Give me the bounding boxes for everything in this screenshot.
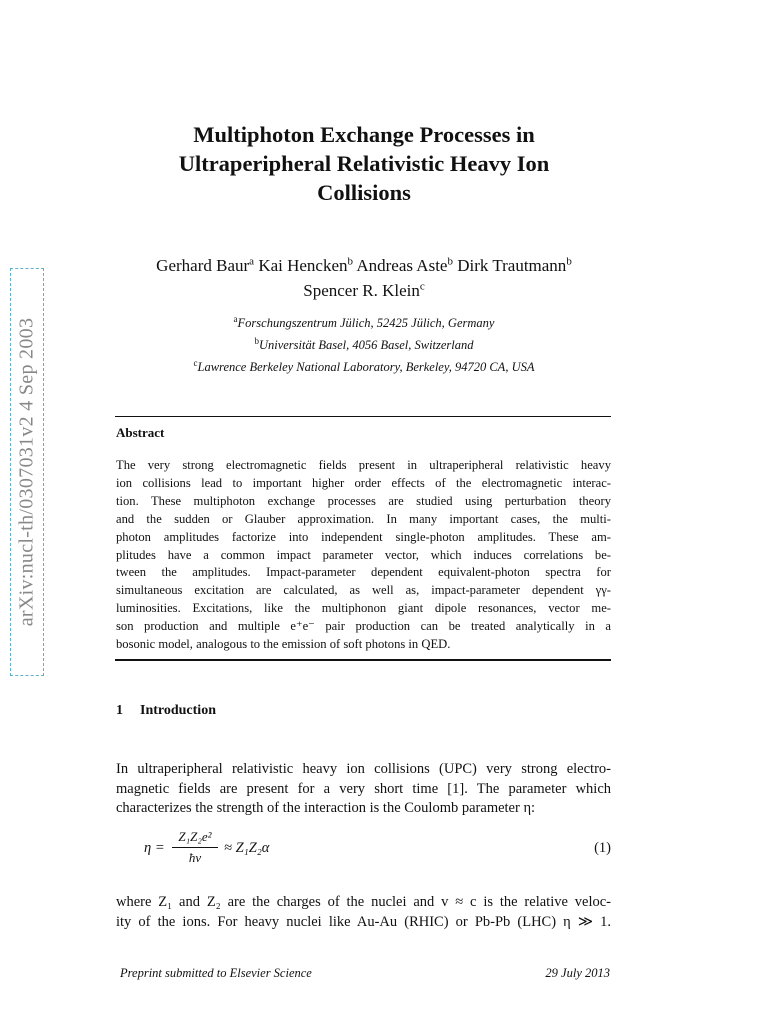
author-line: [100, 278, 628, 303]
equation-fraction: [172, 829, 218, 866]
footer-preprint-note: Preprint submitted to Elsevier Science: [120, 966, 312, 980]
author-list: [100, 253, 628, 303]
author-affil-mark: c: [419, 280, 425, 293]
author-line: [100, 253, 628, 278]
equation-numerator: Z₁Z₂e²: [178, 829, 212, 844]
post-equation-paragraph: [116, 893, 611, 932]
equation-1: [144, 829, 611, 869]
affiliation-text: Forschungszentrum Jülich, 52425 Jülich, Germany: [237, 316, 495, 330]
intro-paragraph: [116, 760, 611, 819]
author-name: Gerhard Baur: [156, 256, 250, 275]
title-line: Collisions: [317, 180, 411, 205]
affiliation: [100, 334, 628, 356]
author-affil-mark: a: [249, 255, 255, 268]
author-name: Andreas Aste: [356, 256, 448, 275]
abstract-line: simultaneous excitation are calculated, as well as, impact-parameter dependent γγ-: [116, 583, 611, 598]
equation-rhs: ≈ Z₁Z₂α: [224, 840, 270, 856]
section-title: Introduction: [140, 703, 216, 718]
arxiv-stamp: [10, 268, 44, 676]
abstract-bottom-rule: [115, 659, 611, 661]
abstract-line: tween the amplitudes. Impact-parameter dependent equivalent-photon spectra for: [116, 565, 611, 580]
abstract-top-rule: [115, 416, 611, 417]
equation-lhs: η =: [144, 840, 165, 856]
affiliation-mark: c: [193, 357, 198, 368]
author-affil-mark: b: [347, 255, 354, 268]
affiliation: [100, 312, 628, 334]
abstract-line: and the sudden or Glauber approximation. In many important cases, the multi-: [116, 511, 611, 526]
affiliation-text: Universität Basel, 4056 Basel, Switzerland: [258, 338, 474, 352]
equation-denominator: ħv: [188, 850, 202, 865]
affiliation: [100, 356, 628, 378]
abstract-line: plitudes have a common impact parameter vector, which induces correlations be-: [116, 547, 611, 562]
author-affil-mark: b: [447, 255, 453, 268]
section-heading: [116, 703, 216, 719]
section-number: 1: [116, 703, 123, 718]
footer-date: 29 July 2013: [545, 966, 610, 980]
abstract-line: The very strong electromagnetic fields present in ultraperipheral relativistic heavy: [116, 458, 611, 472]
affiliation-mark: b: [254, 335, 259, 346]
body-line: characterizes the strength of the interaction is the Coulomb parameter η:: [116, 800, 536, 816]
author-name: Dirk Trautmann: [457, 256, 567, 275]
abstract-line: photon amplitudes factorize into independent single-photon amplitudes. These am-: [116, 529, 611, 544]
abstract-line: tion. These multiphoton exchange processes are studied using perturbation theory: [116, 493, 611, 508]
abstract-heading: Abstract: [116, 425, 165, 440]
body-line: In ultraperipheral relativistic heavy ion collisions (UPC) very strong electro-: [116, 761, 611, 777]
title-line: Multiphoton Exchange Processes in: [193, 122, 535, 147]
abstract-text: [116, 457, 611, 654]
abstract-line: luminosities. Excitations, like the multiphonon giant dipole resonances, vector me-: [116, 601, 611, 616]
equation-number: (1): [594, 840, 611, 856]
author-affil-mark: b: [566, 255, 572, 268]
abstract-line: ion collisions lead to important higher order effects of the electromagnetic interac-: [116, 475, 611, 490]
author-name: Spencer R. Klein: [303, 281, 420, 300]
abstract-line: bosonic model, analogous to the emission of soft photons in QED.: [116, 637, 451, 652]
affiliation-mark: a: [233, 313, 238, 324]
paper-title: [100, 120, 628, 207]
author-name: Kai Hencken: [258, 256, 348, 275]
body-line: ity of the ions. For heavy nuclei like Au-Au (RHIC) or Pb-Pb (LHC) η ≫ 1.: [116, 913, 611, 930]
affiliation-text: Lawrence Berkeley National Laboratory, Berkeley, 94720 CA, USA: [197, 360, 535, 374]
fraction-bar: [172, 847, 218, 848]
title-line: Ultraperipheral Relativistic Heavy Ion: [178, 151, 550, 176]
body-line: where Z₁ and Z₂ are the charges of the nuclei and v ≈ c is the relative veloc-: [116, 894, 611, 910]
arxiv-identifier: arXiv:nucl-th/0307031v2 4 Sep 2003: [15, 317, 38, 627]
body-line: magnetic fields are present for a very short time [1]. The parameter which: [116, 780, 611, 797]
abstract-line: son production and multiple e⁺e⁻ pair production can be treated analytically in a: [116, 619, 611, 634]
affiliation-list: [100, 312, 628, 378]
